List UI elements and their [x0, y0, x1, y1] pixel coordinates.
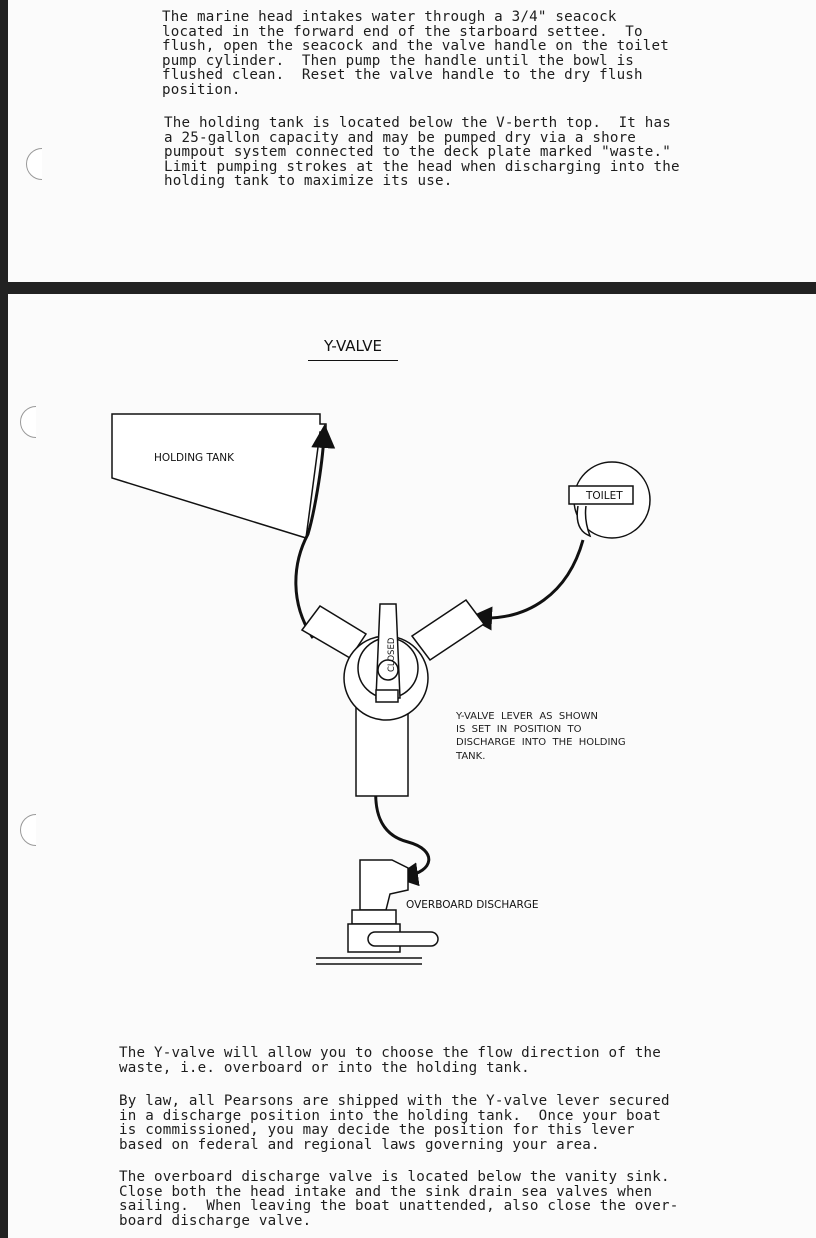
marine-head-paragraph: The marine head intakes water through a 3/4" seacock located in the forward end of the starboard settee. To flush, open the seacock and the valve handle on the toilet pump cylinder. Then pump the handle until the bowl is flushed clean. Reset the valve handle to the dry flush position.: [162, 9, 670, 98]
document-page-1: [8, 0, 816, 282]
y-valve-diagram: [8, 294, 816, 994]
overboard-label: OVERBOARD DISCHARGE: [406, 899, 539, 911]
y-valve-body: [302, 600, 484, 796]
toilet-label: TOILET: [586, 490, 623, 502]
binder-hole: [26, 148, 58, 180]
holding-tank-label: HOLDING TANK: [154, 452, 235, 464]
holding-tank-shape: [112, 414, 326, 538]
diagram-title: Y-VALVE: [308, 337, 398, 361]
lever-note: Y-VALVE LEVER AS SHOWN IS SET IN POSITION TO DISCHARGE INTO THE HOLDING TANK.: [456, 711, 626, 762]
y-valve-paragraph: The Y-valve will allow you to choose the flow direction of the waste, i.e. overboard or into the holding tank.: [119, 1045, 661, 1076]
scan-background-left: [0, 0, 8, 1238]
discharge-valve-paragraph: The overboard discharge valve is located below the vanity sink. Close both the head intake and the sink drain sea valves when sailing. When leaving the boat unattended, also close the over- board discharge valve.: [119, 1169, 679, 1229]
holding-tank-paragraph: The holding tank is located below the V-berth top. It has a 25-gallon capacity and may be pumped dry via a shore pumpout system connected to the deck plate marked "waste." Limit pumping strokes at the head when discharging into the holding tank to maximize its use.: [164, 115, 680, 189]
document-page-2: [8, 294, 816, 1238]
law-paragraph: By law, all Pearsons are shipped with the Y-valve lever secured in a discharge position into the holding tank. Once your boat is commissioned, you may decide the position for this lever based on federal and regional laws governing your area.: [119, 1093, 670, 1153]
overboard-seacock: [316, 860, 438, 964]
page-gap: [0, 282, 816, 294]
lever-label: CLOSED: [387, 637, 397, 672]
hose-from-toilet: [480, 540, 583, 618]
